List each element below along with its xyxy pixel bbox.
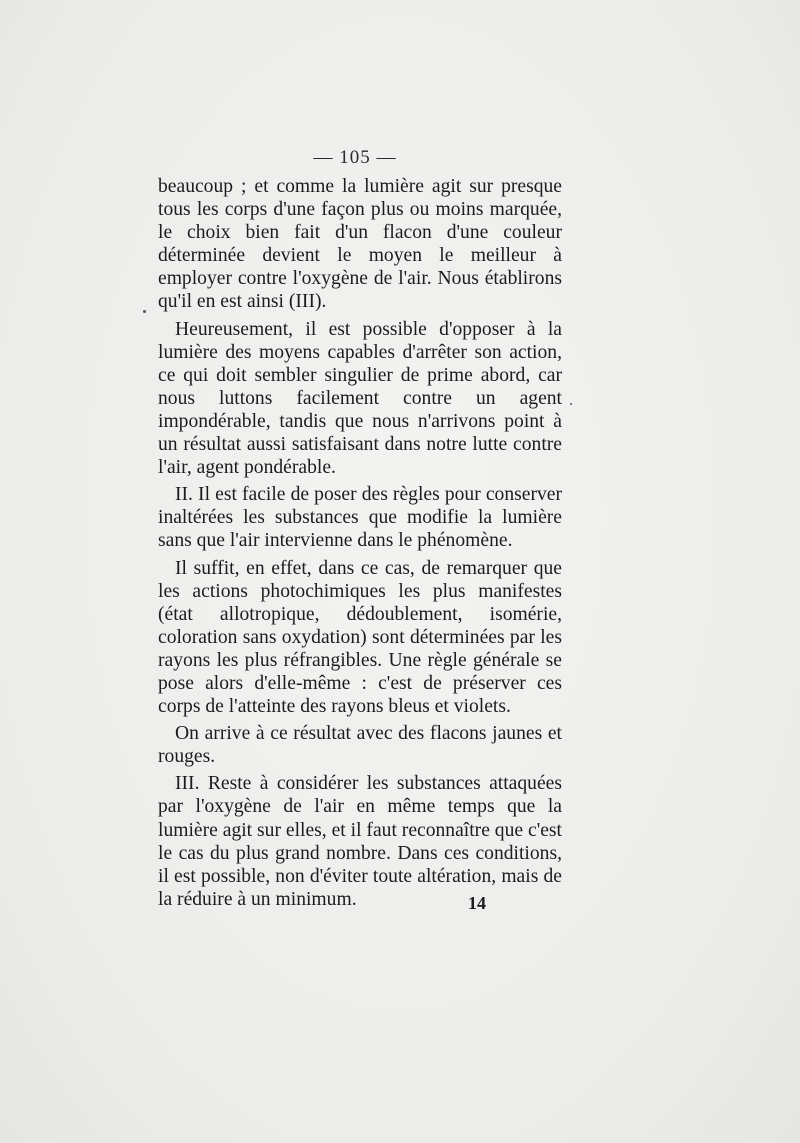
paragraph-on-arrive: On arrive à ce résultat avec des flacons jaunes et rouges. <box>158 723 562 768</box>
page-number: — 105 — <box>313 147 397 168</box>
paragraph-section-iii: III. Reste à considérer les substances attaquées par l'oxygène de l'air en même temps que la lumière agit sur elles, et il faut reconnaître que c'est le cas du plus grand nombre. Dans ces conditions, il est possible, non d'éviter toute altération, mais de la réduire à un minimum. <box>158 773 562 910</box>
body-text <box>158 175 562 915</box>
paragraph-section-ii: II. Il est facile de poser des règles pour conserver inaltérées les substances que modifie la lumière sans que l'air intervienne dans le phénomène. <box>158 484 562 552</box>
print-speck <box>143 310 146 313</box>
paragraph-heureusement: Heureusement, il est possible d'opposer à la lumière des moyens capables d'arrêter son action, ce qui doit sembler singulier de prime abord, car nous luttons facilement contre un agent impondérable, tandis que nous n'arrivons point à un résultat aussi satisfaisant dans notre lutte contre l'air, agent pondérable. <box>158 318 562 479</box>
signature-mark: 14 <box>468 893 486 913</box>
paragraph-il-suffit: Il suffit, en effet, dans ce cas, de remarquer que les actions photochimiques les plus manifestes (état allotropique, dédoublement, isomérie, coloration sans oxydation) sont déterminées par les rayons les plus réfrangibles. Une règle générale se pose alors d'elle-même : c'est de préserver ces corps de l'atteinte des rayons bleus et violets. <box>158 557 562 718</box>
paragraph-continuation: beaucoup ; et comme la lumière agit sur presque tous les corps d'une façon plus ou moins marquée, le choix bien fait d'un flacon d'une couleur déterminée devient le moyen le meilleur à employer contre l'oxygène de l'air. Nous établirons qu'il en est ainsi (III). <box>158 176 562 313</box>
print-speck <box>570 403 572 405</box>
